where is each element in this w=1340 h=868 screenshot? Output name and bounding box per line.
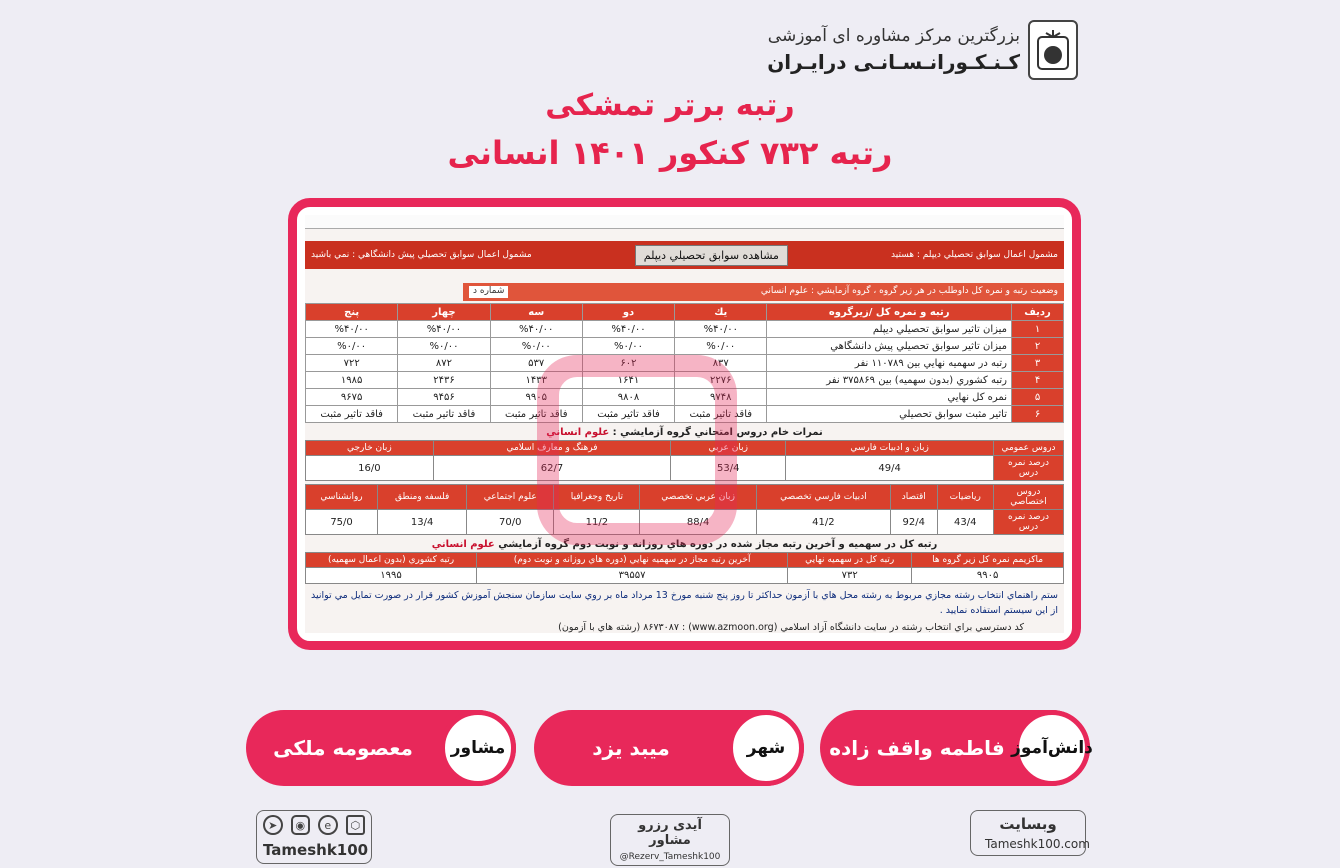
table-cell: فاقد تاثير مثبت	[398, 406, 490, 423]
col-header: رديف	[1012, 304, 1064, 321]
table-cell: %۰/۰۰	[306, 338, 398, 355]
page-title: رتبه برتر تمشکی	[545, 88, 795, 123]
col-header: رتبه و نمره كل /زيرگروه	[767, 304, 1012, 321]
row-description: ميزان تاثير سوابق تحصيلي پيش دانشگاهي	[767, 338, 1012, 355]
table-cell: فاقد تاثير مثبت	[582, 406, 674, 423]
col-header: رتبه كل در سهميه نهايي	[788, 553, 912, 568]
table-cell: 13/4	[378, 510, 467, 535]
advisor-tag: مشاور	[440, 710, 516, 786]
general-courses-table	[305, 440, 1064, 481]
raw-title-group: علوم انساني	[546, 427, 610, 438]
table-cell: ۸۷۲	[398, 355, 490, 372]
table-cell: فاقد تاثير مثبت	[490, 406, 582, 423]
report-frame	[288, 198, 1081, 650]
row-description: ميزان تاثير سوابق تحصيلي ديپلم	[767, 321, 1012, 338]
rank-title-text: رتبه كل در سهميه و آخرين رتبه مجاز شده در دوره هاي روزانه و نوبت دوم گروه آزمايشي	[498, 539, 938, 550]
rank-summary-title	[305, 539, 1064, 550]
advisor-pill	[246, 710, 516, 786]
col-header: زبان عربي	[671, 441, 786, 456]
social-handle[interactable]: Tameshk100	[263, 841, 369, 859]
instagram-icon[interactable]: ◉	[291, 815, 311, 835]
table-cell: %۴۰/۰۰	[306, 321, 398, 338]
col-header: ماكزيمم نمره كل زير گروه ها	[912, 553, 1064, 568]
table-cell: ۹۴۵۶	[398, 389, 490, 406]
website-title: وبسایت	[999, 815, 1057, 833]
report-screenshot	[305, 215, 1064, 633]
row-index: ۵	[1012, 389, 1064, 406]
student-pill	[820, 710, 1093, 786]
table-cell: ۹۶۷۵	[306, 389, 398, 406]
footer-reserve[interactable]	[610, 814, 730, 866]
city-name: میبد یزد	[592, 736, 670, 760]
table-cell: 16/0	[306, 456, 434, 481]
rubika-icon[interactable]: ⬡	[346, 815, 366, 835]
status-bar	[463, 283, 1064, 301]
view-diploma-button[interactable]: مشاهده سوابق تحصيلي ديپلم	[635, 245, 788, 266]
col-header: رتبه كشوري (بدون اعمال سهميه)	[306, 553, 477, 568]
table-cell: ۷۲۲	[306, 355, 398, 372]
row-description: رتبه در سهميه نهايي بين ۱۱۰۷۸۹ نفر	[767, 355, 1012, 372]
table-cell: %۴۰/۰۰	[490, 321, 582, 338]
row-label: درصد نمره درس	[994, 456, 1064, 481]
report-topbar	[305, 215, 1064, 229]
table-cell: %۰/۰۰	[675, 338, 767, 355]
table-cell: 43/4	[937, 510, 993, 535]
table-cell: ۹۹۰۵	[490, 389, 582, 406]
row-index: ۲	[1012, 338, 1064, 355]
table-cell: 92/4	[891, 510, 938, 535]
row-label: درصد نمره درس	[994, 510, 1064, 535]
table-cell: 88/4	[640, 510, 756, 535]
table-cell: %۴۰/۰۰	[582, 321, 674, 338]
col-header: آخرين رتبه مجاز در سهميه نهايي (دوره هاي روزانه و نوبت دوم)	[477, 553, 788, 568]
diploma-status: مشمول اعمال سوابق تحصيلي ديپلم : هستيد	[891, 250, 1058, 260]
col-header: سه	[490, 304, 582, 321]
table-cell: فاقد تاثير مثبت	[675, 406, 767, 423]
table-cell: ۹۹۰۵	[912, 568, 1064, 584]
rank-summary-table	[305, 552, 1064, 584]
table-cell: 75/0	[306, 510, 378, 535]
raw-scores-title	[305, 427, 1064, 438]
table-cell: ۱۴۳۳	[490, 372, 582, 389]
col-header: فرهنگ و معارف اسلامي	[433, 441, 671, 456]
table-cell: ۸۳۷	[675, 355, 767, 372]
brand-logo	[767, 20, 1078, 80]
table-cell: ۱۹۹۵	[306, 568, 477, 584]
table-row	[306, 372, 1064, 389]
raw-title-text: نمرات خام دروس امتحاني گروه آزمايشي :	[612, 427, 823, 438]
table-row	[306, 355, 1064, 372]
row-index: ۴	[1012, 372, 1064, 389]
rank-score-table	[305, 303, 1064, 423]
table-cell: ۱۶۴۱	[582, 372, 674, 389]
special-courses-table	[305, 484, 1064, 535]
student-name: فاطمه واقف زاده	[829, 736, 1005, 760]
col-header: يك	[675, 304, 767, 321]
row-description: تاثير مثبت سوابق تحصيلي	[767, 406, 1012, 423]
footer-website[interactable]	[970, 810, 1090, 856]
col-header: تاريخ وجغرافيا	[554, 485, 640, 510]
table-cell: 62/7	[433, 456, 671, 481]
table-cell: 11/2	[554, 510, 640, 535]
reserve-id[interactable]: @Rezerv_Tameshk100	[619, 852, 721, 862]
advisor-name: معصومه ملکی	[273, 736, 413, 760]
table-cell: ۲۲۷۶	[675, 372, 767, 389]
col-header: فلسفه ومنطق	[378, 485, 467, 510]
table-cell: فاقد تاثير مثبت	[306, 406, 398, 423]
website-url[interactable]: Tameshk100.com	[985, 837, 1090, 851]
table-cell: ۳۹۵۵۷	[477, 568, 788, 584]
table-cell: ۷۳۲	[788, 568, 912, 584]
page-subtitle: رتبه ۷۳۲ کنکور ۱۴۰۱ انسانی	[447, 134, 893, 172]
general-label: دروس عمومي	[994, 441, 1064, 456]
table-cell: 70/0	[467, 510, 554, 535]
table-cell: ۹۸۰۸	[582, 389, 674, 406]
access-code-note: كد دسترسي براي انتخاب رشته در سايت دانشگاه آزاد اسلامي (www.azmoon.org) : ۸۶۷۳۰۸۷ (رشته هاي با آزمون)	[558, 622, 1024, 633]
info-note: ستم راهنماي انتخاب رشته مجازي مربوط به رشته محل هاي با آزمون حداكثر تا روز پنج شنبه مورخ 13 مرداد ماه بر روي سايت سازمان سنجش آموزش كشور قرار در صورت تمايل مي توانيد از اين سيستم استفاده نماييد .	[311, 590, 1058, 616]
table-row	[306, 389, 1064, 406]
col-header: چهار	[398, 304, 490, 321]
col-header: علوم اجتماعي	[467, 485, 554, 510]
status-text: وضعيت رتبه و نمره كل داوطلب در هر زير گروه ، گروه آزمايشي : علوم انساني	[760, 286, 1058, 296]
row-index: ۶	[1012, 406, 1064, 423]
col-header: زبان عربي تخصصي	[640, 485, 756, 510]
preuniversity-status: مشمول اعمال سوابق تحصيلي پيش دانشگاهي : نمي باشيد	[311, 250, 532, 260]
rank-title-group: علوم انساني	[431, 539, 495, 550]
table-cell: %۴۰/۰۰	[675, 321, 767, 338]
table-row	[306, 321, 1064, 338]
table-cell: %۴۰/۰۰	[398, 321, 490, 338]
table-cell: 41/2	[756, 510, 890, 535]
status-field: شماره د	[469, 286, 508, 298]
table-cell: 49/4	[786, 456, 994, 481]
eitaa-icon[interactable]: e	[318, 815, 338, 835]
city-tag: شهر	[728, 710, 804, 786]
report-redbar	[305, 241, 1064, 269]
reserve-title: آیدی رزرو مشاور	[638, 818, 702, 848]
brand-logo-icon	[1028, 20, 1078, 80]
col-header: پنج	[306, 304, 398, 321]
student-tag: دانش‌آموز	[1014, 710, 1090, 786]
table-cell: ۹۷۴۸	[675, 389, 767, 406]
table-cell: %۰/۰۰	[490, 338, 582, 355]
brand-line2: کـنـکـورانـسـانـی درایـران	[767, 50, 1020, 74]
row-description: نمره كل نهايي	[767, 389, 1012, 406]
special-label: دروس اختصاصي	[994, 485, 1064, 510]
row-description: رتبه كشوري (بدون سهميه) بين ۳۷۵۸۶۹ نفر	[767, 372, 1012, 389]
table-cell: ۲۴۳۶	[398, 372, 490, 389]
row-index: ۳	[1012, 355, 1064, 372]
table-cell: %۰/۰۰	[398, 338, 490, 355]
col-header: زبان و ادبيات فارسي	[786, 441, 994, 456]
table-cell: ۵۳۷	[490, 355, 582, 372]
brand-line1: بزرگترین مرکز مشاوره ای آموزشی	[767, 26, 1020, 46]
col-header: اقتصاد	[891, 485, 938, 510]
table-row	[306, 338, 1064, 355]
footer-social	[256, 810, 372, 864]
table-cell: ۱۹۸۵	[306, 372, 398, 389]
col-header: ادبيات فارسي تخصصي	[756, 485, 890, 510]
table-cell: ۶۰۲	[582, 355, 674, 372]
table-cell: 53/4	[671, 456, 786, 481]
row-index: ۱	[1012, 321, 1064, 338]
col-header: روانشناسي	[306, 485, 378, 510]
table-row	[306, 406, 1064, 423]
table-cell: %۰/۰۰	[582, 338, 674, 355]
col-header: دو	[582, 304, 674, 321]
city-pill	[534, 710, 804, 786]
col-header: رياضيات	[937, 485, 993, 510]
telegram-icon[interactable]: ➤	[263, 815, 283, 835]
col-header: زبان خارجي	[306, 441, 434, 456]
